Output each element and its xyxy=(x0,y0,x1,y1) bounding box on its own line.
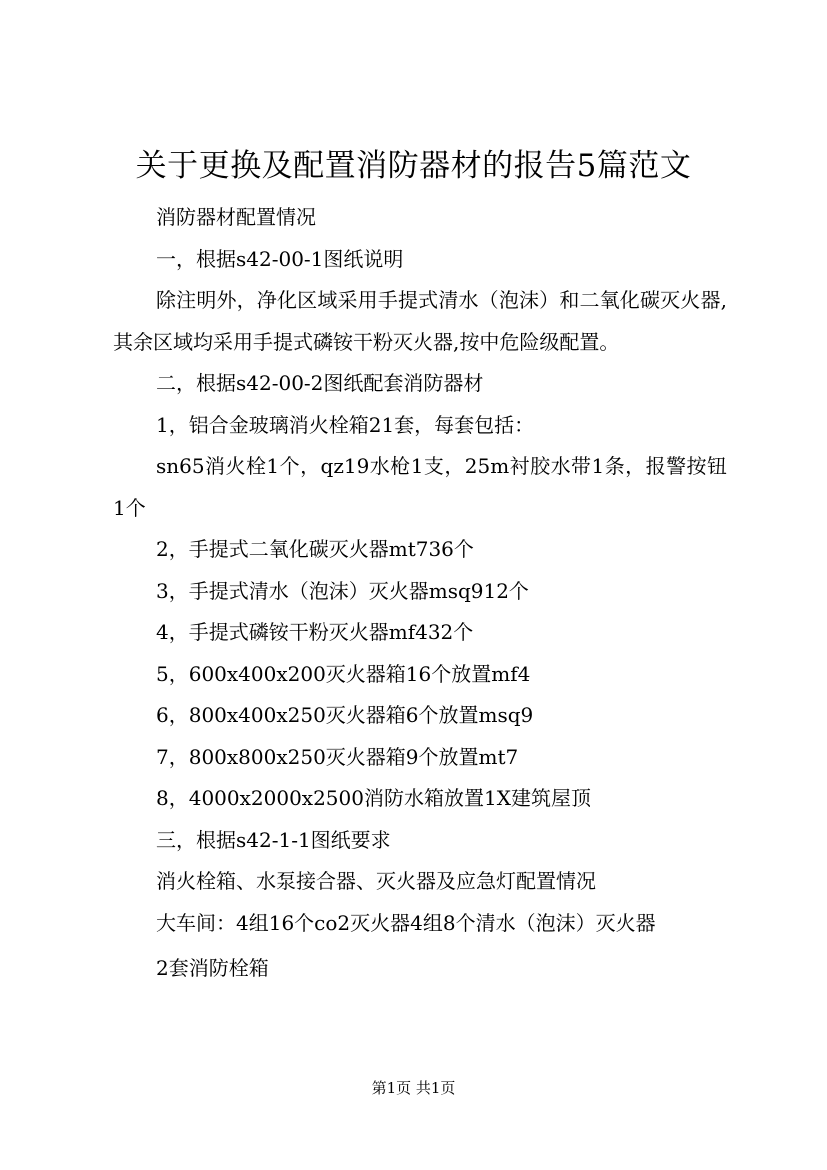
paragraph-list-1: 1，铝合金玻璃消火栓箱21套，每套包括： xyxy=(156,412,535,437)
paragraph-config-heading: 消火栓箱、水泵接合器、灭火器及应急灯配置情况 xyxy=(156,869,596,893)
paragraph-workshop: 大车间：4组16个co2灭火器4组8个清水（泡沫）灭火器 xyxy=(156,910,656,935)
paragraph-item-two: 二，根据s42-00-2图纸配套消防器材 xyxy=(156,371,484,395)
page-footer: 第1页 共1页 xyxy=(371,1079,456,1097)
paragraph-list-6: 6，800x400x250灭火器箱6个放置msq9 xyxy=(156,703,534,727)
paragraph-hydrant-boxes: 2套消防栓箱 xyxy=(156,956,269,980)
paragraph-list-1-detail: sn65消火栓1个，qz19水枪1支，25m衬胶水带1条，报警按钮1个 xyxy=(113,454,727,520)
paragraph-item-three: 三，根据s42-1-1图纸要求 xyxy=(156,827,391,852)
paragraph-list-2: 2，手提式二氧化碳灭火器mt736个 xyxy=(156,537,474,561)
paragraph-list-8: 8，4000x2000x2500消防水箱放置1X建筑屋顶 xyxy=(156,786,591,810)
paragraph-list-7: 7，800x800x250灭火器箱9个放置mt7 xyxy=(156,744,519,769)
paragraph-description: 除注明外，净化区域采用手提式清水（泡沫）和二氧化碳灭火器,其余区域均采用手提式磷铵干粉灭火器,按中危险级配置。 xyxy=(113,288,727,354)
paragraph-list-4: 4，手提式磷铵干粉灭火器mf432个 xyxy=(156,620,474,644)
paragraph-section-heading: 消防器材配置情况 xyxy=(156,205,316,229)
paragraph-list-3: 3，手提式清水（泡沫）灭火器msq912个 xyxy=(156,578,529,603)
paragraph-list-5: 5，600x400x200灭火器箱16个放置mf4 xyxy=(156,661,531,686)
document-title: 关于更换及配置消防器材的报告5篇范文 xyxy=(135,148,692,184)
document-body xyxy=(113,197,727,990)
paragraph-item-one: 一，根据s42-00-1图纸说明 xyxy=(156,246,404,271)
